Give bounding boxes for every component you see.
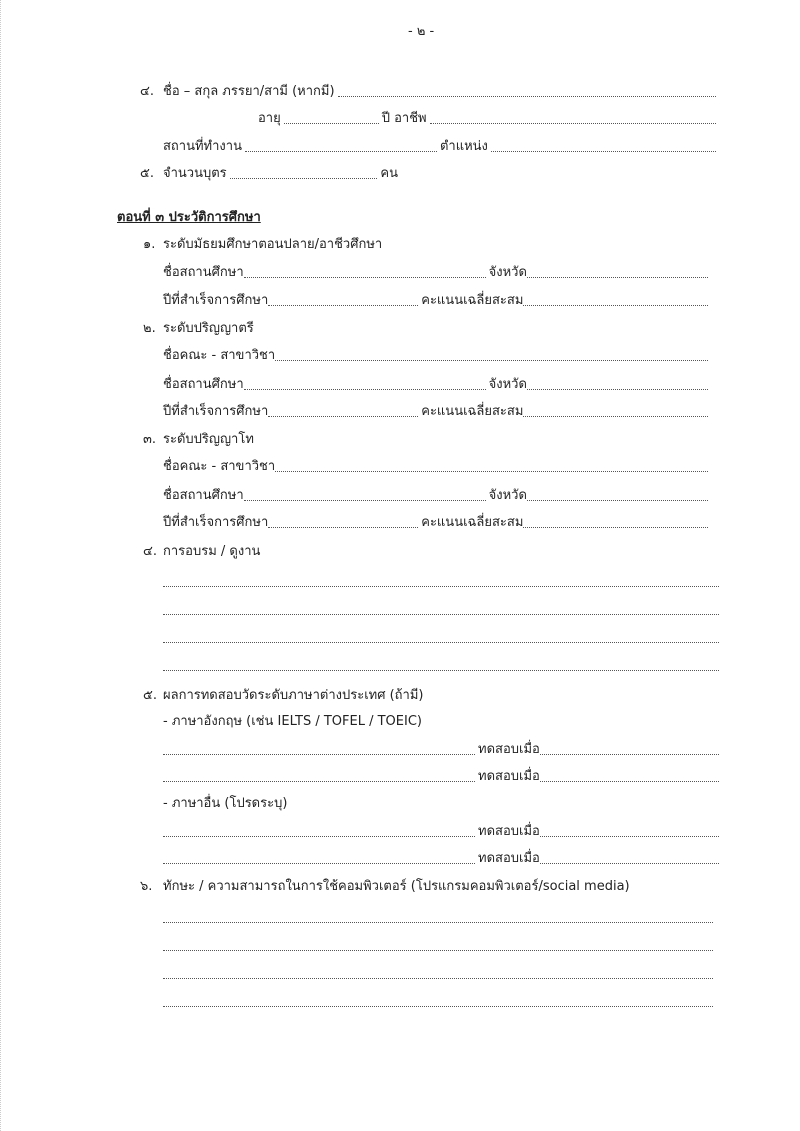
page-number: - ๒ - — [408, 24, 435, 39]
label: คะแนนเฉลี่ยสะสม — [421, 293, 524, 308]
faculty-row — [163, 347, 711, 365]
item-label: ระดับปริญญาโท — [163, 432, 254, 447]
spouse-workplace-field[interactable] — [245, 151, 437, 152]
label: ชื่อคณะ - สาขาวิชา — [163, 348, 276, 363]
children-row — [163, 165, 398, 183]
province-field[interactable] — [527, 277, 708, 278]
label: ทดสอบเมื่อ — [478, 742, 540, 757]
training-line[interactable] — [163, 601, 719, 619]
grad-row — [163, 514, 711, 532]
spouse-age-row — [258, 110, 719, 128]
label: จังหวัด — [488, 265, 527, 280]
grad-year-field[interactable] — [268, 416, 418, 417]
test-result-field[interactable] — [163, 836, 475, 837]
item-number: ๕. — [140, 166, 154, 181]
gpa-field[interactable] — [523, 527, 708, 528]
label: ปีที่สำเร็จการศึกษา — [163, 404, 269, 419]
school-field[interactable] — [244, 500, 486, 501]
label: คน — [380, 166, 398, 181]
item-number: ๕. — [143, 688, 157, 703]
school-row — [163, 264, 711, 282]
label: ตำแหน่ง — [439, 139, 488, 154]
test-result-field[interactable] — [163, 781, 475, 782]
province-field[interactable] — [527, 389, 708, 390]
spouse-age-field[interactable] — [284, 123, 379, 124]
label: ทดสอบเมื่อ — [478, 824, 540, 839]
training-line[interactable] — [163, 629, 719, 647]
gpa-field[interactable] — [523, 416, 708, 417]
school-row — [163, 487, 711, 505]
item-label: ระดับปริญญาตรี — [163, 321, 254, 336]
other-test-row — [163, 850, 719, 868]
children-count-field[interactable] — [230, 178, 378, 179]
english-test-row — [163, 768, 719, 786]
item-number: ๓. — [143, 432, 157, 447]
label: คะแนนเฉลี่ยสะสม — [421, 404, 524, 419]
test-date-field[interactable] — [540, 781, 719, 782]
grad-year-field[interactable] — [268, 527, 418, 528]
spouse-name-row — [163, 83, 719, 101]
faculty-row — [163, 458, 711, 476]
label: ชื่อสถานศึกษา — [163, 488, 244, 503]
item-label: ทักษะ / ความสามารถในการใช้คอมพิวเตอร์ (โปรแกรมคอมพิวเตอร์/social media) — [163, 879, 630, 894]
test-date-field[interactable] — [540, 754, 719, 755]
computer-skill-line[interactable] — [163, 993, 713, 1011]
school-field[interactable] — [244, 277, 486, 278]
test-result-field[interactable] — [163, 754, 475, 755]
test-date-field[interactable] — [540, 836, 719, 837]
sub-label: - ภาษาอื่น (โปรดระบุ) — [163, 796, 288, 811]
label: สถานที่ทำงาน — [163, 139, 242, 154]
grad-row — [163, 403, 711, 421]
section-heading: ตอนที่ ๓ ประวัติการศึกษา — [117, 210, 261, 225]
label: ชื่อสถานศึกษา — [163, 265, 244, 280]
label: จังหวัด — [488, 377, 527, 392]
computer-skill-line[interactable] — [163, 909, 713, 927]
school-row — [163, 376, 711, 394]
item-label: ระดับมัธยมศึกษาตอนปลาย/อาชีวศึกษา — [163, 237, 383, 252]
spouse-name-field[interactable] — [338, 96, 716, 97]
spouse-occupation-field[interactable] — [430, 123, 716, 124]
english-test-row — [163, 741, 719, 759]
label: ทดสอบเมื่อ — [478, 769, 540, 784]
province-field[interactable] — [527, 500, 708, 501]
label: ปี อาชีพ — [381, 111, 427, 126]
label: ทดสอบเมื่อ — [478, 851, 540, 866]
school-field[interactable] — [244, 389, 486, 390]
gpa-field[interactable] — [523, 305, 708, 306]
faculty-field[interactable] — [275, 360, 708, 361]
label: ชื่อคณะ - สาขาวิชา — [163, 459, 276, 474]
spouse-position-field[interactable] — [491, 151, 716, 152]
training-line[interactable] — [163, 657, 719, 675]
label: ชื่อสถานศึกษา — [163, 377, 244, 392]
item-number: ๖. — [140, 879, 153, 894]
label: คะแนนเฉลี่ยสะสม — [421, 515, 524, 530]
faculty-field[interactable] — [275, 471, 708, 472]
item-number: ๑. — [143, 237, 156, 252]
label: ปีที่สำเร็จการศึกษา — [163, 293, 269, 308]
item-number: ๒. — [143, 321, 156, 336]
spouse-work-row — [163, 138, 719, 156]
grad-year-field[interactable] — [268, 305, 418, 306]
item-number: ๔. — [143, 544, 157, 559]
computer-skill-line[interactable] — [163, 937, 713, 955]
test-date-field[interactable] — [540, 863, 719, 864]
test-result-field[interactable] — [163, 863, 475, 864]
other-test-row — [163, 823, 719, 841]
training-line[interactable] — [163, 573, 719, 591]
sub-label: - ภาษาอังกฤษ (เช่น IELTS / TOFEL / TOEIC) — [163, 714, 422, 729]
computer-skill-line[interactable] — [163, 965, 713, 983]
label: จำนวนบุตร — [163, 166, 227, 181]
item-label: ผลการทดสอบวัดระดับภาษาต่างประเทศ (ถ้ามี) — [163, 688, 424, 703]
label: ปีที่สำเร็จการศึกษา — [163, 515, 269, 530]
label: จังหวัด — [488, 488, 527, 503]
label: อายุ — [258, 111, 281, 126]
item-label: การอบรม / ดูงาน — [163, 544, 261, 559]
scan-edge — [0, 0, 4, 1131]
grad-row — [163, 292, 711, 310]
item-number: ๔. — [140, 84, 154, 99]
label: ชื่อ – สกุล ภรรยา/สามี (หากมี) — [163, 84, 335, 99]
